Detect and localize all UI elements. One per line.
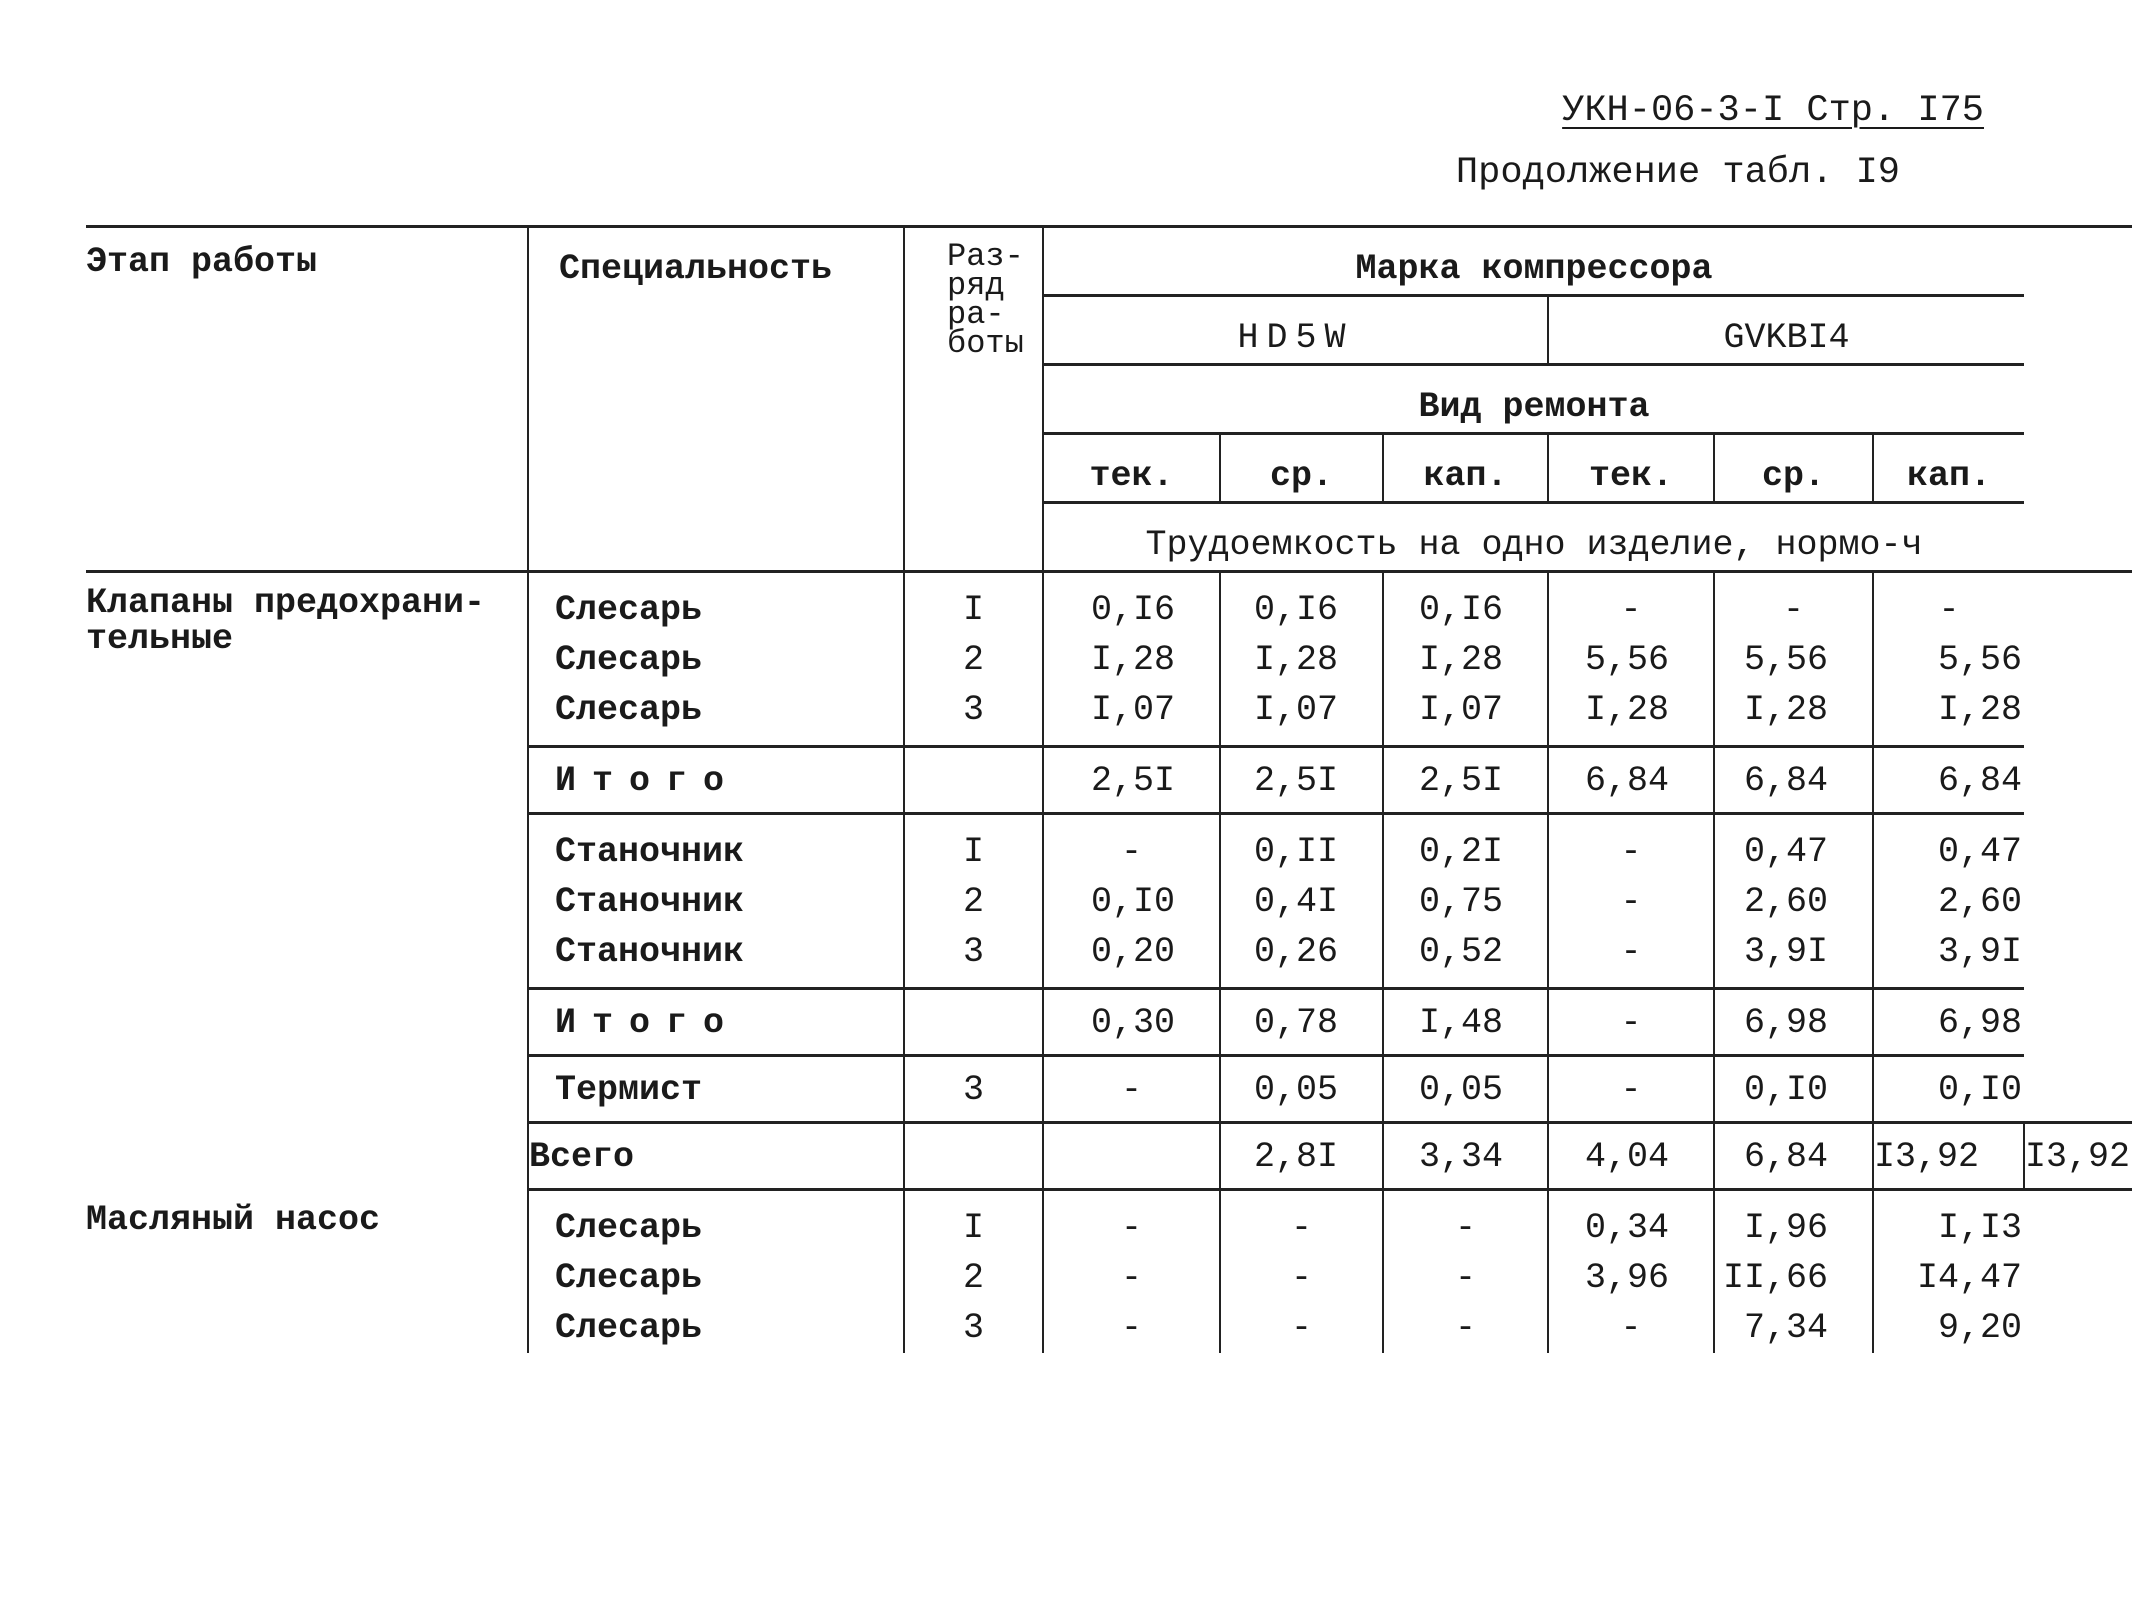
value-cell: 2,60 (1714, 877, 1873, 927)
labor-intensity-table (86, 225, 2132, 1353)
subtotal-label: Итого (528, 989, 904, 1056)
value-cell: - (1714, 572, 1873, 636)
value-cell: 2,8I (1220, 1123, 1383, 1190)
table-row (86, 1190, 2132, 1254)
value-cell: - (1220, 1190, 1383, 1254)
subtotal-label: Итого (528, 747, 904, 814)
value-cell: 6,84 (1714, 747, 1873, 814)
value-cell: 0,52 (1383, 927, 1548, 989)
value-cell: I,28 (1873, 685, 2024, 747)
value-cell: I,I3 (1938, 1208, 2023, 1248)
rank-cell: 3 (904, 1303, 1043, 1353)
value-cell: 6,84 (1548, 747, 1714, 814)
rank-cell (904, 989, 1043, 1056)
value-cell: 3,9I (1873, 927, 2024, 989)
value-cell: 7,34 (1714, 1303, 1873, 1353)
value-cell: 0,78 (1220, 989, 1383, 1056)
value-cell: I,07 (1220, 685, 1383, 747)
value-cell: I,28 (1383, 635, 1548, 685)
value-cell: I3,92 (1873, 1123, 2024, 1190)
value-cell: I,28 (1043, 635, 1220, 685)
table-continuation-caption: Продолжение табл. I9 (1455, 152, 1900, 194)
stage-label-valves: Клапаны предохрани- тельные (86, 572, 528, 1190)
value-cell: I4,47 (1917, 1258, 2023, 1298)
specialty-cell: Слесарь (528, 572, 904, 636)
document-reference: УКН-06-3-I Стр. I75 (1562, 90, 1984, 132)
specialty-cell: Слесарь (528, 1303, 904, 1353)
header-stage: Этап работы (86, 227, 528, 572)
value-cell: - (1938, 590, 1960, 630)
specialty-cell: Станочник (528, 927, 904, 989)
value-cell: 0,26 (1220, 927, 1383, 989)
value-cell: 0,05 (1220, 1056, 1383, 1123)
value-cell: 2,60 (1938, 882, 2023, 922)
value-cell: 6,98 (1873, 989, 2024, 1056)
value-cell: - (1548, 877, 1714, 927)
rank-cell: 3 (904, 685, 1043, 747)
value-cell: - (1548, 1303, 1714, 1353)
value-cell: I3,92 (2024, 1123, 2132, 1190)
value-cell: 6,98 (1714, 989, 1873, 1056)
value-cell: - (1548, 927, 1714, 989)
value-cell: 3,96 (1548, 1253, 1714, 1303)
header-repair-3: тек. (1548, 434, 1714, 503)
rank-cell (1043, 1123, 1220, 1190)
value-cell: 0,47 (1714, 814, 1873, 878)
value-cell: 5,56 (1714, 635, 1873, 685)
value-cell: 0,II (1220, 814, 1383, 878)
header-brand-gvkbi4: GVKBI4 (1548, 296, 2024, 365)
rank-cell: 2 (904, 1253, 1043, 1303)
value-cell: - (1220, 1253, 1383, 1303)
value-cell: 2,5I (1043, 747, 1220, 814)
value-cell: 0,I0 (1873, 1056, 2024, 1123)
stage-label-oil-pump: Масляный насос (86, 1190, 528, 1354)
header-specialty: Специальность (528, 227, 904, 572)
value-cell: I,48 (1383, 989, 1548, 1056)
value-cell: I,07 (1043, 685, 1220, 747)
value-cell: - (1043, 1190, 1220, 1254)
value-cell: 2,5I (1383, 747, 1548, 814)
specialty-cell: Станочник (528, 877, 904, 927)
header-repair-1: ср. (1220, 434, 1383, 503)
table-row (86, 572, 2132, 636)
value-cell: - (1548, 814, 1714, 878)
value-cell: 0,4I (1220, 877, 1383, 927)
header-repair-5: кап. (1873, 434, 2024, 503)
specialty-cell: Слесарь (528, 1253, 904, 1303)
value-cell: 5,56 (1938, 640, 2023, 680)
value-cell: I,07 (1383, 685, 1548, 747)
header-repair-type: Вид ремонта (1043, 365, 2024, 434)
value-cell: 0,I6 (1383, 572, 1548, 636)
value-cell: 0,I0 (1043, 877, 1220, 927)
specialty-cell: Станочник (528, 814, 904, 878)
value-cell: - (1043, 814, 1220, 878)
rank-cell: 3 (904, 1056, 1043, 1123)
rank-cell (904, 747, 1043, 814)
value-cell: 4,04 (1548, 1123, 1714, 1190)
header-compressor-brand: Марка компрессора (1043, 227, 2024, 296)
value-cell: - (1383, 1190, 1548, 1254)
value-cell: 0,05 (1383, 1056, 1548, 1123)
value-cell: I,28 (1714, 685, 1873, 747)
specialty-cell: Слесарь (528, 1190, 904, 1254)
rank-cell: I (904, 1190, 1043, 1254)
value-cell: - (1548, 572, 1714, 636)
value-cell: - (1383, 1253, 1548, 1303)
specialty-cell (904, 1123, 1043, 1190)
value-cell: - (1043, 1303, 1220, 1353)
value-cell: 0,20 (1043, 927, 1220, 989)
rank-cell: 3 (904, 927, 1043, 989)
rank-cell: 2 (904, 877, 1043, 927)
grand-total-label: Всего (528, 1123, 904, 1190)
value-cell: - (1548, 1056, 1714, 1123)
value-cell: - (1383, 1303, 1548, 1353)
header-repair-2: кап. (1383, 434, 1548, 503)
value-cell: 0,2I (1383, 814, 1548, 878)
specialty-cell: Слесарь (528, 685, 904, 747)
value-cell: - (1043, 1056, 1220, 1123)
header-repair-4: ср. (1714, 434, 1873, 503)
value-cell: 9,20 (1938, 1308, 2023, 1348)
value-cell: 0,I0 (1714, 1056, 1873, 1123)
value-cell: 0,I6 (1220, 572, 1383, 636)
value-cell: - (1043, 1253, 1220, 1303)
value-cell: 0,47 (1938, 832, 2023, 872)
specialty-cell: Слесарь (528, 635, 904, 685)
value-cell: I,28 (1548, 685, 1714, 747)
value-cell: II,66 (1714, 1253, 1873, 1303)
value-cell: I,96 (1714, 1190, 1873, 1254)
value-cell: - (1220, 1303, 1383, 1353)
value-cell: 0,30 (1043, 989, 1220, 1056)
value-cell: 3,34 (1383, 1123, 1548, 1190)
header-rank: Раз- ряд ра- боты (904, 227, 1043, 572)
value-cell: 0,34 (1548, 1190, 1714, 1254)
value-cell: 5,56 (1548, 635, 1714, 685)
specialty-cell: Термист (528, 1056, 904, 1123)
value-cell: 0,75 (1383, 877, 1548, 927)
value-cell: I,28 (1220, 635, 1383, 685)
value-cell: 3,9I (1714, 927, 1873, 989)
value-cell: 2,5I (1220, 747, 1383, 814)
header-units: Трудоемкость на одно изделие, нормо-ч (1145, 525, 1923, 565)
header-repair-0: тек. (1043, 434, 1220, 503)
value-cell: - (1548, 989, 1714, 1056)
header-brand-hd5w: HD5W (1043, 296, 1548, 365)
rank-cell: 2 (904, 635, 1043, 685)
value-cell: 0,I6 (1043, 572, 1220, 636)
rank-cell: I (904, 814, 1043, 878)
value-cell: 6,84 (1873, 747, 2024, 814)
value-cell: 6,84 (1714, 1123, 1873, 1190)
rank-cell: I (904, 572, 1043, 636)
